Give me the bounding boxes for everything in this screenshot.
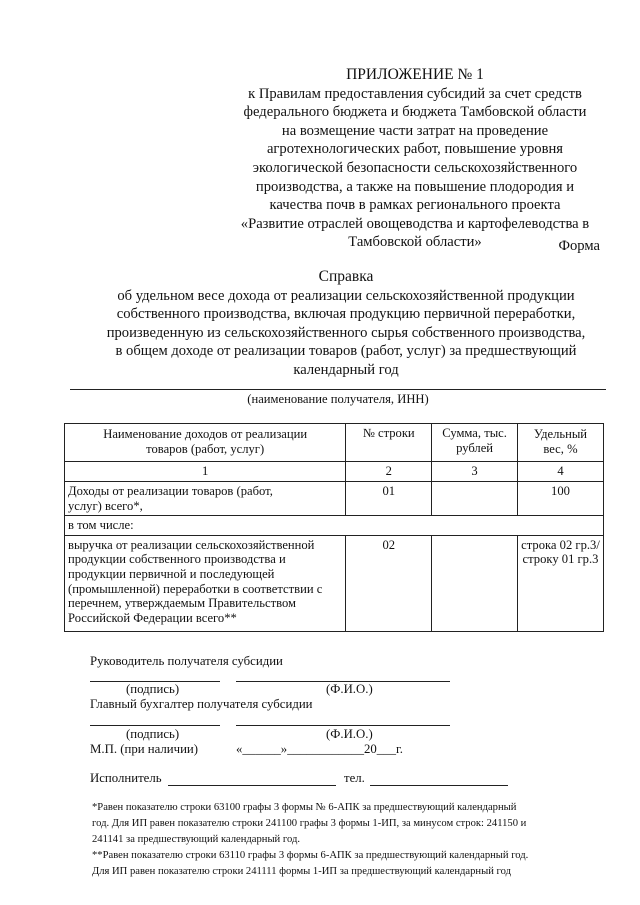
appendix-line: качества почв в рамках регионального проекта xyxy=(269,197,561,214)
title-heading: Справка xyxy=(318,268,374,285)
appendix-line: экологической безопасности сельскохозяйственного xyxy=(252,159,578,176)
phone-label: тел. xyxy=(344,771,365,785)
header-cell: Удельный вес, % xyxy=(517,424,603,462)
table-row-including xyxy=(65,516,604,536)
header-cell: № строки xyxy=(346,424,432,462)
title-line: собственного производства, включая продукцию первичной переработки, xyxy=(116,306,576,323)
appendix-line: федерального бюджета и бюджета Тамбовской области xyxy=(243,104,587,121)
footnote-1-line: год. Для ИП равен показателю строки 241100 графы 3 формы 1-ИП, за минусом строк: 241150 и xyxy=(92,818,527,829)
stamp-label: М.П. (при наличии) xyxy=(90,742,199,756)
row-share: строка 02 гр.3/ строку 01 гр.3 xyxy=(517,535,603,631)
recipient-caption: (наименование получателя, ИНН) xyxy=(247,392,429,406)
row-share: 100 xyxy=(517,482,603,516)
table-row xyxy=(65,482,604,516)
fio-caption: (Ф.И.О.) xyxy=(326,727,373,741)
header-cell: Сумма, тыс. рублей xyxy=(432,424,518,462)
column-number: 3 xyxy=(432,462,518,482)
appendix-heading: ПРИЛОЖЕНИЕ № 1 xyxy=(346,66,484,83)
including-label: в том числе: xyxy=(65,516,604,536)
row-name: Доходы от реализации товаров (работ, услуг) всего*, xyxy=(65,482,346,516)
title-line: в общем доходе от реализации товаров (работ, услуг) за предшествующий xyxy=(115,343,577,360)
footnote-2-line: **Равен показателю строки 63110 графы 3 формы 6-АПК за предшествующий календарный год. xyxy=(92,850,529,861)
head-signature-line[interactable] xyxy=(90,669,220,682)
column-number-row xyxy=(65,462,604,482)
row-sum-cell[interactable] xyxy=(432,482,518,516)
appendix-line: агротехнологических работ, повышение уровня xyxy=(266,141,564,158)
table-header-row xyxy=(65,424,604,462)
footnote-1-line: *Равен показателю строки 63100 графы 3 формы № 6-АПК за предшествующий календарный xyxy=(92,802,517,813)
column-number: 4 xyxy=(517,462,603,482)
table-row xyxy=(65,535,604,631)
footnote-2-line: Для ИП равен показателю строки 241111 формы 1-ИП за предшествующий календарный год xyxy=(92,866,511,877)
header-cell: Наименование доходов от реализации товаров (работ, услуг) xyxy=(65,424,346,462)
appendix-line: Тамбовской области» xyxy=(348,234,482,251)
head-fio-line[interactable] xyxy=(236,669,450,682)
row-line-number: 01 xyxy=(346,482,432,516)
executor-label: Исполнитель xyxy=(90,771,162,785)
title-line: об удельном весе дохода от реализации сельскохозяйственной продукции xyxy=(117,287,575,304)
signature-caption: (подпись) xyxy=(126,682,180,696)
head-label: Руководитель получателя субсидии xyxy=(90,654,283,668)
row-line-number: 02 xyxy=(346,535,432,631)
appendix-line: на возмещение части затрат на проведение xyxy=(281,122,549,139)
title-line: произведенную из сельскохозяйственного сырья собственного производства, xyxy=(106,324,586,341)
title-line: календарный год xyxy=(293,361,399,378)
fio-caption: (Ф.И.О.) xyxy=(326,682,373,696)
appendix-block xyxy=(220,66,610,252)
form-label: Форма xyxy=(558,238,600,254)
footnote-1-line: 241141 за предшествующий календарный год. xyxy=(92,834,300,845)
appendix-line: «Развитие отраслей овощеводства и картофелеводства в xyxy=(240,215,590,232)
accountant-fio-line[interactable] xyxy=(236,713,450,726)
recipient-field-line[interactable] xyxy=(70,389,606,390)
document-title xyxy=(80,268,612,380)
accountant-label: Главный бухгалтер получателя субсидии xyxy=(90,697,313,711)
date-field[interactable]: «______»____________20___г. xyxy=(236,742,403,756)
column-number: 1 xyxy=(65,462,346,482)
accountant-signature-line[interactable] xyxy=(90,713,220,726)
phone-line[interactable] xyxy=(370,771,508,786)
executor-line[interactable] xyxy=(168,771,336,786)
appendix-line: к Правилам предоставления субсидий за счет средств xyxy=(248,85,582,102)
income-share-table xyxy=(64,423,604,632)
appendix-line: производства, а также на повышение плодородия и xyxy=(255,178,575,195)
column-number: 2 xyxy=(346,462,432,482)
signature-caption: (подпись) xyxy=(126,727,180,741)
row-sum-cell[interactable] xyxy=(432,535,518,631)
row-name: выручка от реализации сельскохозяйственной продукции собственного производства и продукции первичной и последующей (промышленной) переработки в соответствии с перечнем, утверждаемым Правительством Российской Федерации всего** xyxy=(65,535,346,631)
